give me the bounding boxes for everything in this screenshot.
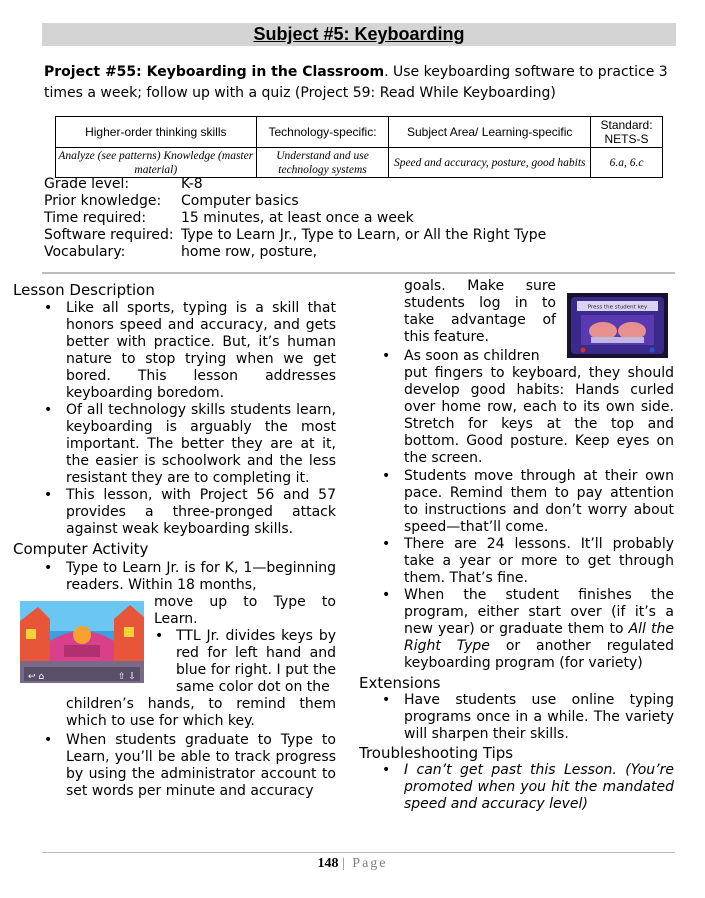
project-intro	[44, 62, 678, 104]
list-item: • As soon as children	[404, 348, 556, 365]
table-row	[56, 148, 663, 178]
page-title: Subject #5: Keyboarding	[253, 24, 465, 44]
meta-value: Type to Learn Jr., Type to Learn, or All the Right Type	[181, 227, 547, 243]
table-header-cell: Standard: NETS-S	[591, 117, 663, 148]
table-header-row	[56, 117, 663, 148]
right-bullets-b	[404, 468, 674, 672]
footer-divider	[42, 852, 675, 853]
table-header-cell: Subject Area/ Learning-specific	[389, 117, 591, 148]
list-item: • Of all technology skills students learn, keyboarding is arguably the most important. The better they are at it, the easier is schoolwork and the less resistant they are to completing it.	[66, 402, 336, 487]
list-item: • When students graduate to Type to Learn, you’ll be able to track progress by using the administrator account to set words per minute and accuracy	[66, 732, 336, 800]
meta-value: K-8	[181, 176, 203, 192]
list-item: • Have students use online typing programs once in a while. The variety will sharpen their skills.	[404, 692, 674, 743]
table-cell: Analyze (see patterns) Knowledge (master material)	[56, 148, 257, 178]
list-item-text: When the student finishes the program, either start over (if it’s a new year) or graduate them to	[404, 587, 674, 637]
list-item: • Type to Learn Jr. is for K, 1—beginning readers. Within 18 months,	[66, 560, 336, 594]
page-footer	[0, 856, 705, 872]
page-label: | Page	[341, 856, 388, 871]
list-item: • There are 24 lessons. It’ll probably take a year or more to get through them. That’s fine.	[404, 536, 674, 587]
troubleshooting-heading: Troubleshooting Tips	[359, 744, 514, 762]
list-item: • I can’t get past this Lesson. (You’re promoted when you hit the mandated speed and accuracy level)	[404, 762, 674, 813]
extensions-heading: Extensions	[359, 674, 441, 692]
computer-activity-bullets-2	[66, 732, 336, 800]
list-item: • Like all sports, typing is a skill that honors speed and accuracy, and gets better with practice. But, it’s human nature to stop trying when we get bored. This lesson addresses keyboarding boredom.	[66, 300, 336, 402]
meta-row	[44, 210, 546, 227]
list-item-continuation: children’s hands, to remind them which to use for which key.	[66, 696, 336, 729]
list-item-continuation: goals. Make sure students log in to take advantage of this feature.	[404, 278, 556, 345]
page-number: 148	[317, 856, 339, 871]
meta-row	[44, 227, 546, 244]
lesson-bullets	[66, 300, 336, 538]
meta-row	[44, 244, 546, 261]
bullet-dot: •	[155, 628, 164, 644]
subject-banner	[42, 23, 676, 46]
list-item: • This lesson, with Project 56 and 57 provides a three-pronged attack against weak keyboarding skills.	[66, 487, 336, 538]
type-to-learn-jr-screenshot	[20, 601, 144, 683]
list-item-continuation: put fingers to keyboard, they should develop good habits: Hands curled over home row, each to its own side. Stretch for keys at the top and bottom. Good posture. Keep eyes on the screen.	[404, 365, 674, 466]
meta-value: 15 minutes, at least once a week	[181, 210, 414, 226]
keyboarding-screen-screenshot	[567, 293, 668, 358]
computer-activity-heading: Computer Activity	[13, 540, 149, 558]
meta-label: Prior knowledge:	[44, 193, 162, 209]
meta-value: Computer basics	[181, 193, 299, 209]
right-bullets-a	[404, 348, 556, 365]
meta-label: Time required:	[44, 210, 147, 226]
program-name: All the Right Type	[404, 621, 674, 654]
extensions-bullets	[404, 692, 674, 743]
list-item-text: or another regulated keyboarding program (for variety)	[404, 638, 675, 671]
meta-label: Vocabulary:	[44, 244, 126, 260]
list-item: • Students move through at their own pace. Remind them to pay attention to instructions and don’t worry about speed—that’ll come.	[404, 468, 674, 536]
computer-activity-bullets	[66, 560, 336, 594]
project-label: Project #55: Keyboarding in the Classroom	[44, 64, 385, 80]
list-item-wrap: TTL Jr. divides keys by red for left hand and blue for right. I put the same color dot on the	[176, 628, 336, 695]
screen-caption: Press the student key	[587, 304, 648, 311]
troubleshooting-bullets	[404, 762, 674, 813]
meta-label: Software required:	[44, 227, 174, 243]
meta-row	[44, 193, 546, 210]
meta-value: home row, posture,	[181, 244, 318, 260]
list-item	[404, 587, 674, 672]
table-header-cell: Higher-order thinking skills	[56, 117, 257, 148]
table-cell: 6.a, 6.c	[591, 148, 663, 178]
lesson-description-heading: Lesson Description	[13, 281, 155, 299]
table-cell: Understand and use technology systems	[256, 148, 389, 178]
list-item-wrap: move up to Type to Learn.	[154, 594, 336, 627]
project-description: . Use keyboarding software to practice 3 times a week; follow up with a quiz (Project 59: Read While Keyboarding)	[44, 64, 668, 101]
table-header-cell: Technology-specific:	[256, 117, 389, 148]
svg-text:⇧ ⇩: ⇧ ⇩	[118, 672, 136, 682]
meta-row	[44, 176, 546, 193]
table-cell: Speed and accuracy, posture, good habits	[389, 148, 591, 178]
section-divider	[42, 272, 675, 274]
standards-table	[55, 116, 663, 178]
svg-text:↩ ⌂: ↩ ⌂	[28, 672, 45, 682]
project-meta	[44, 176, 546, 261]
meta-label: Grade level:	[44, 176, 130, 192]
